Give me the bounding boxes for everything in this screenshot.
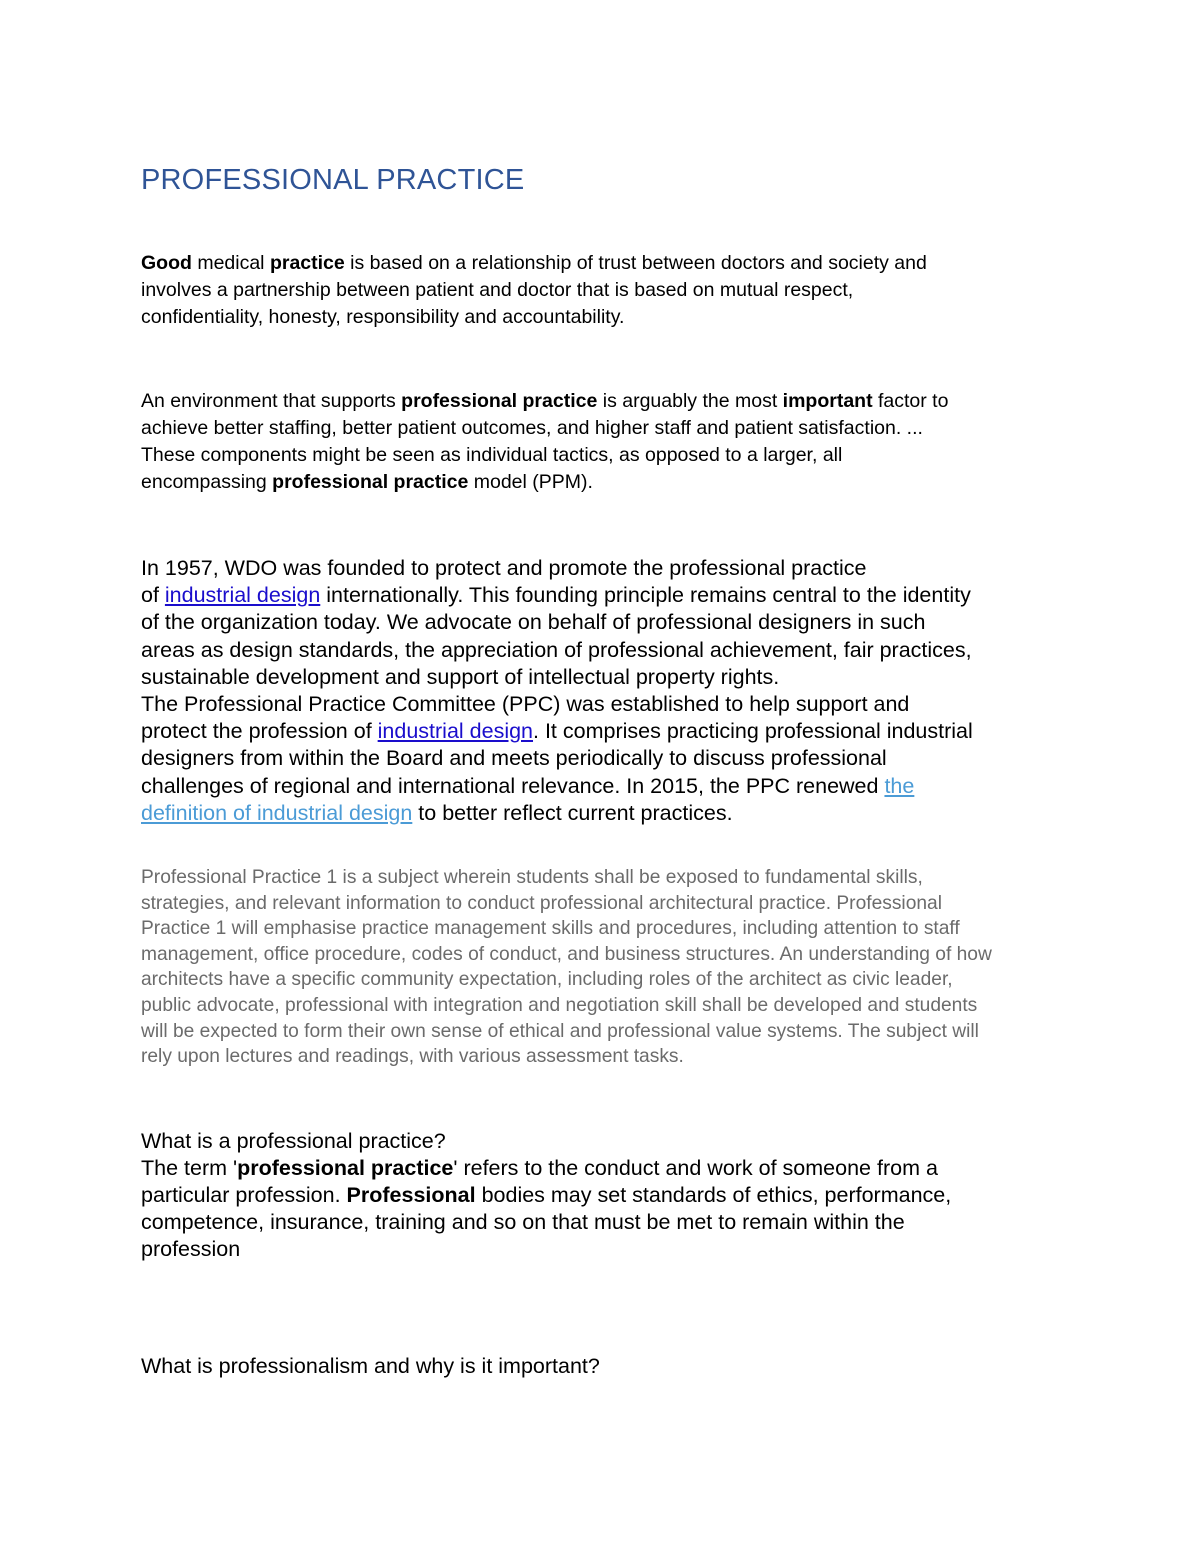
text-run: encompassing [141,471,273,493]
document-title: PROFESSIONAL PRACTICE [141,164,525,196]
bold-text: important [782,390,873,412]
paragraph-good-medical-practice [141,250,1021,331]
text-run: . It comprises practicing professional industrial [533,719,973,744]
definition-link[interactable]: the [884,773,915,798]
text-line: competence, insurance, training and so on that must be met to remain within the [141,1210,905,1234]
text-line: In 1957, WDO was founded to protect and promote the professional practice [141,556,867,580]
text-run: internationally. This founding principle remains central to the identity [320,583,971,608]
paragraph-professionalism-question [141,1353,1041,1380]
text-run: bodies may set standards of ethics, performance, [475,1183,952,1207]
text-run: ' refers to the conduct and work of someone from a [453,1156,938,1180]
industrial-design-link[interactable]: industrial design [377,719,534,744]
question-heading: What is professionalism and why is it important? [141,1354,600,1378]
text-line: The Professional Practice Committee (PPC) was established to help support and [141,692,910,717]
text-line [141,800,1061,827]
question-heading: What is a professional practice? [141,1129,446,1153]
text-run: is arguably the most [597,390,783,412]
paragraph-environment [141,388,1041,496]
text-line: areas as design standards, the appreciation of professional achievement, fair practices, [141,637,972,662]
text-line [141,469,1041,496]
industrial-design-link[interactable]: industrial design [164,583,321,608]
text-run: An environment that supports [141,390,402,412]
text-run: challenges of regional and international relevance. In 2015, the PPC renewed [141,773,885,798]
text-run: protect the profession of [141,719,378,744]
text-run: model (PPM). [468,471,593,493]
text-line [141,718,1061,745]
paragraph-wdo [141,555,1061,827]
text-line [141,773,1061,800]
text-line: management, office procedure, codes of conduct, and business structures. An understanding of how [141,943,992,965]
text-line: will be expected to form their own sense of ethical and professional value systems. The subject will [141,1020,979,1042]
definition-link[interactable]: definition of industrial design [141,800,413,825]
text-line: confidentiality, honesty, responsibility and accountability. [141,306,625,328]
text-line: achieve better staffing, better patient outcomes, and higher staff and patient satisfaction. ... [141,417,923,439]
text-run: of [141,583,165,608]
text-line: sustainable development and support of intellectual property rights. [141,664,780,689]
bold-text: Professional [346,1183,476,1207]
text-line [141,582,1061,609]
bold-text: Good [141,252,192,274]
text-run: particular profession. [141,1183,347,1207]
text-line: rely upon lectures and readings, with various assessment tasks. [141,1046,684,1068]
text-run: The term ' [141,1156,238,1180]
text-line: architects have a specific community expectation, including roles of the architect as civic leader, [141,969,953,991]
text-run: to better reflect current practices. [412,800,733,825]
text-line: profession [141,1237,241,1261]
text-line: Professional Practice 1 is a subject wherein students shall be exposed to fundamental skills, [141,867,923,888]
text-line: designers from within the Board and meets periodically to discuss professional [141,746,887,771]
text-line: These components might be seen as individual tactics, as opposed to a larger, all [141,444,843,466]
text-line [141,250,1021,277]
text-line [141,1155,1041,1182]
text-run: factor to [872,390,949,412]
paragraph-what-is-professional-practice [141,1128,1041,1263]
text-run: is based on a relationship of trust between doctors and society and [344,252,927,274]
bold-text: professional practice [401,390,598,412]
bold-text: professional practice [272,471,469,493]
text-run: medical [191,252,270,274]
text-line: involves a partnership between patient and doctor that is based on mutual respect, [141,279,854,301]
bold-text: professional practice [237,1156,454,1180]
text-line: of the organization today. We advocate on behalf of professional designers in such [141,610,926,635]
bold-text: practice [269,252,345,274]
text-line: Practice 1 will emphasise practice management skills and procedures, including attention to staff [141,918,960,940]
text-line: strategies, and relevant information to conduct professional architectural practice. Professional [141,892,942,914]
text-line [141,388,1041,415]
text-line: public advocate, professional with integration and negotiation skill shall be developed and students [141,994,978,1016]
paragraph-professional-practice-1 [141,865,1061,1070]
text-line [141,1182,1041,1209]
